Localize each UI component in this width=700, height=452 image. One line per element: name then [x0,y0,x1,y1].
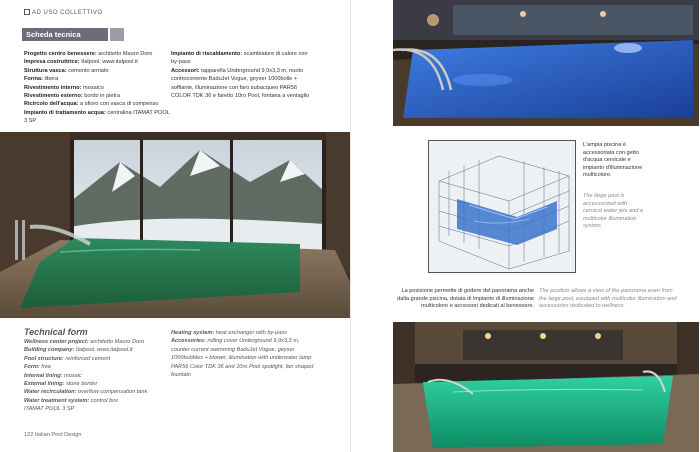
section-box-icon [24,9,30,15]
spec-row: External lining: stone border [24,381,98,388]
section-text: AD USO COLLETTIVO [32,10,103,16]
photo-pool-mountain [0,132,350,318]
technical-form-title: Technical form [24,327,88,337]
spec-row: Building company: Italpool, www.italpool.it [24,347,133,354]
spec-row: Wellness center project: architetto Mauro Doro [24,339,145,345]
spec-it-col1 [24,50,174,126]
spec-it-col2 [171,50,311,100]
page-footer: 122 Italian Pool Design [24,432,82,438]
diagram-caption-en: The large pool is accessorized with cervical water jets and a multicolor illumination system. [583,193,644,230]
spec-row: Impresa costruttrice: Italpool, www.italpool.it [24,59,138,66]
spec-row: Internal lining: mosaic [24,372,82,379]
spec-row: Pool structure: reinforced cement [24,355,111,362]
spec-row: Heating system: heat exchanger with by-pass [171,330,287,336]
spec-row: Impianto di trattamento acqua: centralina ITAMAT POOL 3 SP [24,109,170,125]
spec-row: Accessori: tapparella Underground 9,9x3,3 m, nuoto controcorrente BaduJet Vogue, geyser 1000bolle + soffiante, illuminazione con faro subacqueo PAR56 COLOR TDK 36 e faretto 10ro Pool, fontana a ventaglio [171,67,310,100]
spec-en-col2 [171,329,316,379]
spec-row: Water recirculation: overflow compensation tank [24,389,148,396]
spec-row: Struttura vasca: cemento armato [24,67,109,74]
spec-row: ITAMAT POOL 3 SP [24,406,75,413]
panorama-caption-en: The position allows a view of the panorama even from the large pool, equipped with multicolor illumination and accessories dedicated to wellness. [539,288,677,310]
photo-pool-night [393,0,699,126]
spec-row: Water treatment system: control box [24,397,119,404]
diagram-caption-it: L'ampia piscina è accessoriata con getto d'acqua cervicale e impianto d'illuminazione multicolore. [583,142,643,179]
spec-row: Accessories: rolling cover Underground 9,9x3,3 m, counter current swimming BaduJet Vogue, geyser 1000bubbles + blower, illumination with underwater lamp PAR56 Color TDK 36 and 10ro Pool spotlight, fan shaped fountain [171,338,314,379]
spec-row: Progetto centro benessere: architetto Mauro Doro [24,51,153,57]
photo-pool-green [393,322,699,452]
right-page [350,0,700,452]
panorama-caption-it: La posizione permette di godere del panorama anche dalla grande piscina, dotata di impianto di illuminazione multicolore e accessori dedicati al benessere. [397,288,534,310]
spec-row: Form: free [24,364,52,371]
spec-row: Forma: libera [24,76,59,83]
title-bar-accent [110,28,124,41]
spec-row: Ricircolo dell'acqua: a sfioro con vasca di compenso [24,101,159,108]
section-label [24,9,103,16]
spec-row: Rivestimento interno: mosaico [24,84,104,91]
spec-row: Rivestimento esterno: bordo in pietra [24,93,121,100]
title-bar: Scheda tecnica [22,28,108,41]
spec-en-col1 [24,338,174,414]
pool-diagram [428,140,576,273]
spec-row: Impianto di riscaldamento: scambiatore di calore con by-pass [171,51,308,66]
